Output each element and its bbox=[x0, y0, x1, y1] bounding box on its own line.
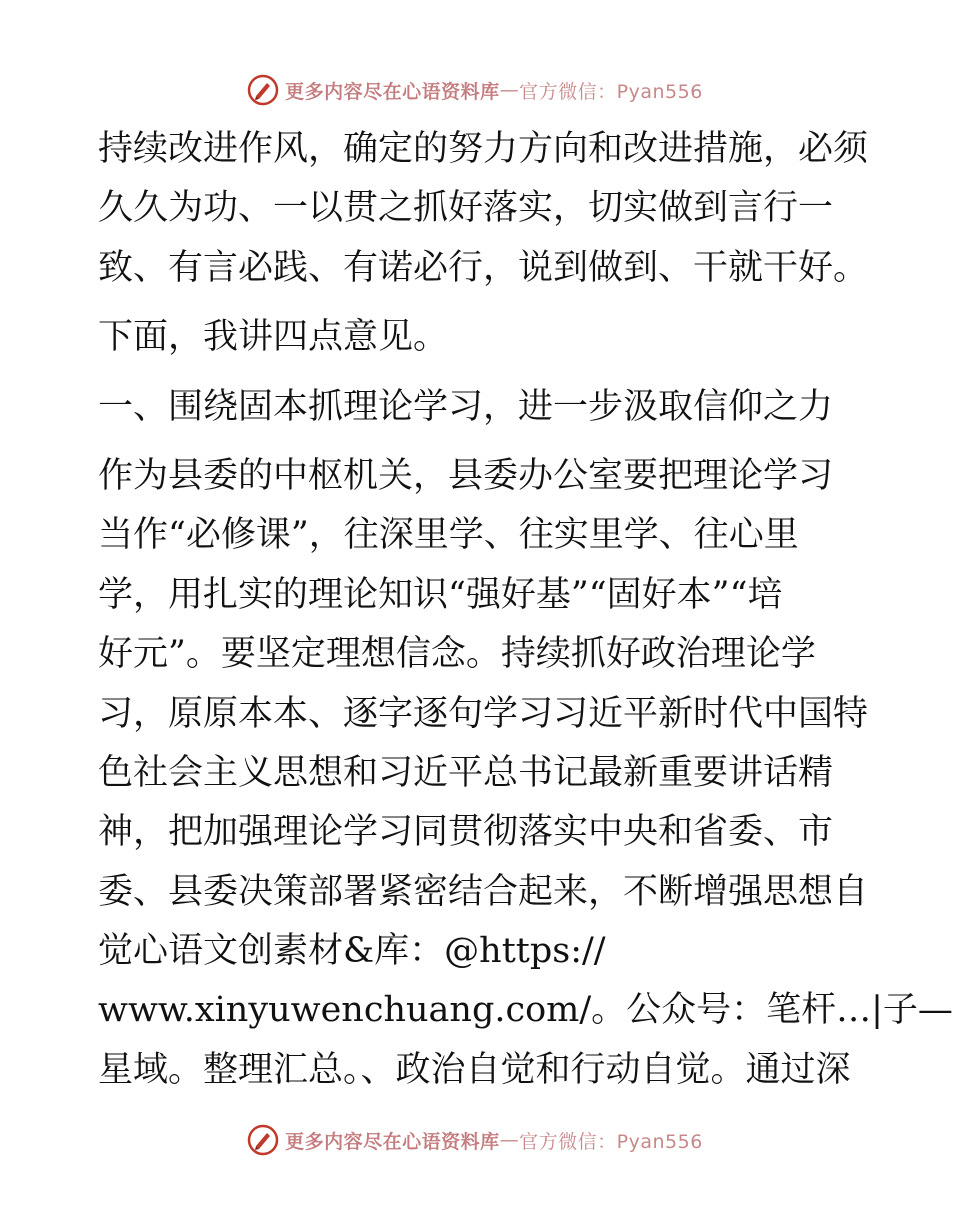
text-line: 作为县委的中枢机关，县委办公室要把理论学习 bbox=[98, 455, 834, 496]
text-line: 星域。整理汇总。、政治自觉和行动自觉。通过深 bbox=[98, 1049, 851, 1090]
watermark-wechat-text: 官方微信：Pyan556 bbox=[519, 1130, 703, 1153]
text-line: www.xinyuwenchuang.com/。公众号：笔杆…|子— bbox=[98, 990, 953, 1031]
section-heading: 一、围绕固本抓理论学习，进一步汲取信仰之力 bbox=[98, 386, 834, 427]
watermark-brand-text: 更多内容尽在心语资料库 bbox=[285, 80, 500, 103]
watermark-brand-text: 更多内容尽在心语资料库 bbox=[285, 1130, 500, 1153]
text-line: 色社会主义思想和习近平总书记最新重要讲话精 bbox=[98, 752, 834, 793]
pen-logo-icon bbox=[247, 1124, 279, 1156]
watermark-separator: — bbox=[499, 1129, 520, 1151]
text-line: 习，原原本本、逐字逐句学习习近平新时代中国特 bbox=[98, 693, 869, 734]
watermark-wechat-text: 官方微信：Pyan556 bbox=[519, 80, 703, 103]
pen-logo-icon bbox=[247, 74, 279, 106]
watermark-separator: — bbox=[499, 79, 520, 101]
text-line: 久久为功、一以贯之抓好落实，切实做到言行一 bbox=[98, 188, 834, 229]
text-line: 委、县委决策部署紧密结合起来，不断增强思想自 bbox=[98, 871, 869, 912]
paragraph-intro: 下面，我讲四点意见。 bbox=[98, 317, 449, 358]
text-line: 持续改进作风，确定的努力方向和改进措施，必须 bbox=[98, 129, 869, 169]
text-line: 致、有言必践、有诺必行，说到做到、干就干好。 bbox=[98, 247, 869, 288]
text-line: 好元”。要坚定理想信念。持续抓好政治理论学 bbox=[98, 634, 816, 675]
document-body bbox=[98, 120, 953, 1100]
text-line: 当作“必修课”，往深里学、往实里学、往心里 bbox=[98, 515, 799, 556]
text-line: 学，用扎实的理论知识“强好基”“固好本”“培 bbox=[98, 574, 783, 615]
text-line: 觉心语文创素材&库：@https:// bbox=[98, 931, 606, 972]
header-watermark-banner bbox=[0, 70, 950, 110]
text-line: 神，把加强理论学习同贯彻落实中央和省委、市 bbox=[98, 812, 834, 853]
footer-watermark-banner bbox=[0, 1120, 950, 1160]
